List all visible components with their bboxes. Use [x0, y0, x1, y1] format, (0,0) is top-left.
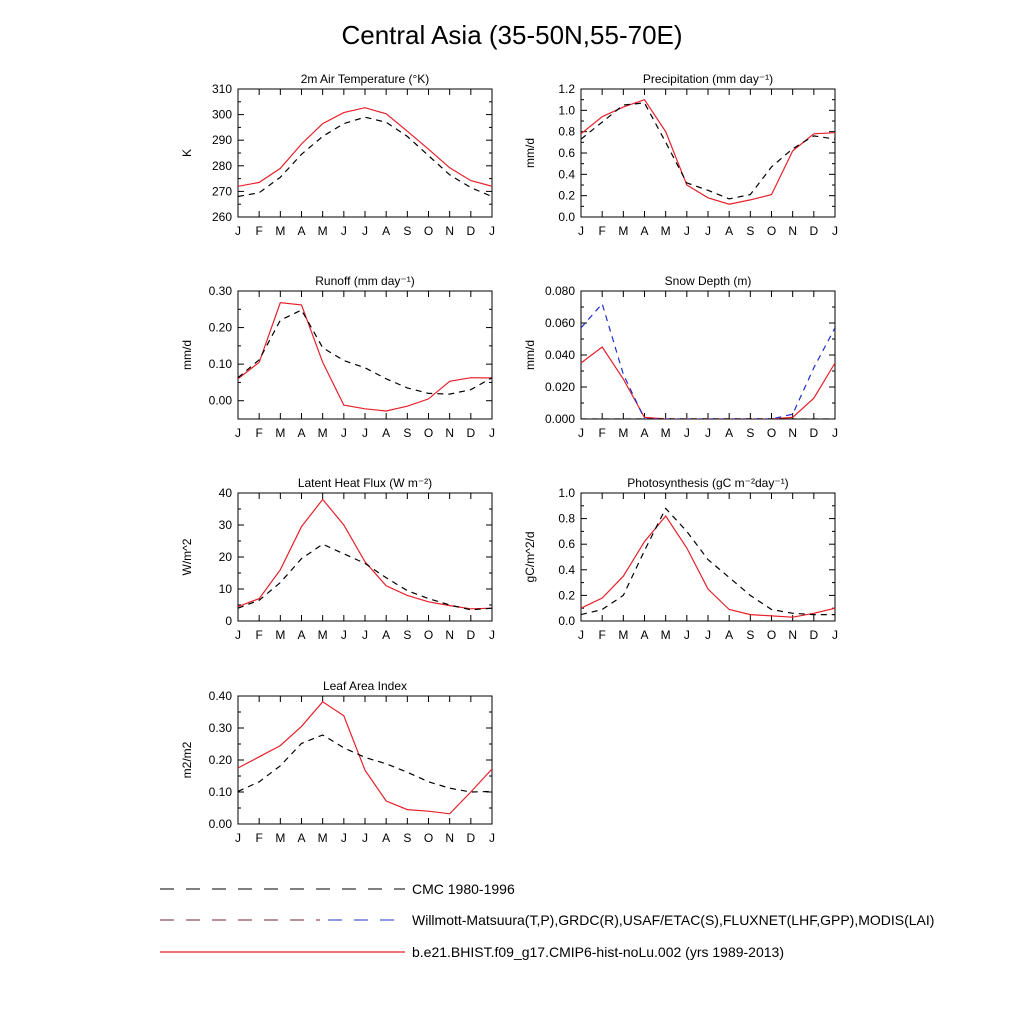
y-axis-label: gC/m^2/d: [523, 531, 537, 583]
x-tick-label: J: [340, 426, 347, 440]
y-tick-label: 0.020: [544, 380, 575, 394]
x-tick-label: A: [382, 426, 391, 440]
x-tick-label: J: [832, 426, 838, 440]
y-axis-label: mm/d: [523, 340, 537, 370]
y-tick-label: 0.0: [558, 210, 575, 224]
legend: [160, 881, 934, 960]
x-tick-label: J: [235, 426, 241, 440]
y-tick-label: 0.6: [558, 537, 575, 552]
panel-title: 2m Air Temperature (°K): [300, 72, 430, 86]
y-tick-label: 0: [225, 614, 232, 628]
y-tick-label: 0.060: [544, 316, 575, 330]
panel-2: [523, 72, 838, 238]
x-tick-label: J: [340, 224, 347, 238]
y-tick-label: 0.2: [558, 188, 575, 203]
y-tick-label: 0.000: [544, 412, 575, 426]
x-tick-label: O: [766, 426, 777, 440]
x-tick-label: J: [832, 224, 838, 238]
x-tick-label: S: [746, 426, 755, 440]
x-tick-label: O: [423, 224, 434, 238]
x-tick-label: F: [598, 224, 606, 238]
x-tick-label: J: [683, 224, 690, 238]
y-tick-label: 0.40: [208, 689, 232, 703]
x-tick-label: S: [403, 831, 412, 845]
x-tick-label: J: [683, 426, 690, 440]
x-tick-label: A: [382, 628, 391, 642]
legend-label: b.e21.BHIST.f09_g17.CMIP6-hist-noLu.002 (yrs 1989-2013): [412, 944, 784, 960]
x-tick-label: D: [466, 426, 476, 440]
x-tick-label: M: [618, 224, 629, 238]
y-tick-label: 0.10: [208, 785, 232, 799]
x-tick-label: J: [340, 831, 347, 845]
x-tick-label: A: [640, 426, 649, 440]
x-tick-label: A: [382, 224, 391, 238]
x-tick-label: N: [445, 224, 455, 238]
x-tick-label: A: [640, 224, 649, 238]
x-tick-label: F: [255, 426, 263, 440]
y-tick-label: 0.6: [558, 146, 575, 160]
x-tick-label: D: [809, 426, 819, 440]
panel-1: [180, 72, 495, 238]
figure-title: Central Asia (35-50N,55-70E): [341, 20, 683, 50]
y-tick-label: 0.00: [208, 393, 232, 408]
panel-title: Precipitation (mm day⁻¹): [642, 72, 774, 86]
y-tick-label: 0.8: [558, 511, 575, 526]
x-tick-label: J: [578, 628, 584, 642]
x-tick-label: D: [466, 224, 476, 238]
y-axis-label: mm/d: [180, 340, 194, 370]
series-line-model: [238, 499, 492, 608]
x-tick-label: F: [598, 628, 606, 642]
x-tick-label: M: [317, 628, 328, 642]
y-tick-label: 0.0: [558, 614, 575, 628]
series-line-model: [238, 702, 492, 814]
y-axis-label: K: [180, 148, 194, 158]
x-tick-label: S: [746, 224, 755, 238]
series-line-obs: [238, 544, 492, 610]
series-line-obs: [581, 508, 835, 614]
x-tick-label: J: [362, 426, 368, 440]
y-tick-label: 300: [211, 107, 232, 122]
x-tick-label: M: [618, 628, 629, 642]
series-line-model: [581, 347, 835, 419]
x-tick-label: O: [423, 831, 434, 845]
x-tick-label: M: [317, 426, 328, 440]
y-tick-label: 0.2: [558, 588, 575, 603]
y-tick-label: 0.20: [208, 320, 232, 335]
x-tick-label: A: [297, 224, 306, 238]
x-tick-label: A: [725, 426, 734, 440]
series-line-obs: [238, 310, 492, 394]
y-tick-label: 310: [211, 82, 232, 96]
series-line-model: [238, 108, 492, 187]
series-line-obs: [238, 117, 492, 196]
x-tick-label: J: [489, 224, 495, 238]
x-tick-label: M: [317, 831, 328, 845]
y-axis-label: mm/d: [523, 138, 537, 168]
plot-frame: [238, 493, 492, 621]
x-tick-label: F: [255, 224, 263, 238]
y-tick-label: 290: [211, 133, 232, 148]
x-tick-label: J: [340, 628, 347, 642]
x-tick-label: J: [683, 628, 690, 642]
x-tick-label: J: [489, 426, 495, 440]
panel-5: [180, 476, 495, 642]
panel-title: Runoff (mm day⁻¹): [315, 274, 415, 288]
panel-title: Snow Depth (m): [664, 274, 752, 288]
x-tick-label: F: [255, 831, 263, 845]
panel-title: Photosynthesis (gC m⁻²day⁻¹): [627, 476, 789, 490]
x-tick-label: S: [403, 628, 412, 642]
legend-label: CMC 1980-1996: [412, 881, 515, 897]
y-tick-label: 260: [211, 210, 232, 224]
x-tick-label: N: [445, 831, 455, 845]
series-line-obs_alt: [581, 304, 835, 419]
y-tick-label: 0.080: [544, 284, 575, 298]
x-tick-label: D: [466, 628, 476, 642]
legend-label: Willmott-Matsuura(T,P),GRDC(R),USAF/ETAC(S),FLUXNET(LHF,GPP),MODIS(LAI): [412, 912, 935, 928]
x-tick-label: O: [766, 628, 777, 642]
legend-item: [160, 881, 515, 897]
panel-3: [180, 274, 495, 440]
y-tick-label: 0.30: [208, 721, 232, 735]
y-tick-label: 280: [211, 158, 232, 173]
x-tick-label: M: [618, 426, 629, 440]
x-tick-label: M: [660, 628, 671, 642]
plot-frame: [238, 696, 492, 824]
series-line-obs: [238, 735, 492, 792]
x-tick-label: M: [275, 831, 286, 845]
x-tick-label: O: [423, 628, 434, 642]
series-line-obs: [581, 103, 835, 199]
y-tick-label: 20: [218, 550, 232, 564]
x-tick-label: M: [660, 224, 671, 238]
panel-7: [180, 679, 495, 845]
x-tick-label: M: [275, 628, 286, 642]
plot-frame: [238, 291, 492, 419]
y-tick-label: 0.4: [558, 167, 575, 182]
y-tick-label: 1.0: [558, 103, 575, 118]
x-tick-label: D: [809, 628, 819, 642]
y-tick-label: 0.040: [544, 348, 575, 362]
x-tick-label: A: [640, 628, 649, 642]
x-tick-label: J: [235, 831, 241, 845]
x-tick-label: N: [788, 426, 798, 440]
x-tick-label: N: [788, 628, 798, 642]
x-tick-label: M: [660, 426, 671, 440]
x-tick-label: J: [362, 831, 368, 845]
x-tick-label: J: [578, 224, 584, 238]
plot-frame: [581, 493, 835, 621]
x-tick-label: M: [275, 224, 286, 238]
x-tick-label: M: [275, 426, 286, 440]
x-tick-label: S: [403, 224, 412, 238]
x-tick-label: N: [445, 628, 455, 642]
panels-group: [180, 72, 838, 845]
x-tick-label: S: [403, 426, 412, 440]
x-tick-label: J: [235, 628, 241, 642]
x-tick-label: J: [362, 224, 368, 238]
x-tick-label: A: [297, 831, 306, 845]
x-tick-label: S: [746, 628, 755, 642]
x-tick-label: J: [578, 426, 584, 440]
plot-frame: [581, 291, 835, 419]
y-tick-label: 0.10: [208, 357, 232, 372]
x-tick-label: A: [297, 426, 306, 440]
y-tick-label: 0.30: [208, 284, 232, 298]
panel-title: Leaf Area Index: [322, 679, 408, 693]
y-tick-label: 0.20: [208, 753, 232, 767]
x-tick-label: F: [255, 628, 263, 642]
x-tick-label: J: [362, 628, 368, 642]
y-tick-label: 270: [211, 184, 232, 199]
y-tick-label: 10: [218, 582, 232, 596]
panel-4: [523, 274, 838, 440]
series-line-model: [581, 516, 835, 617]
y-tick-label: 1.0: [558, 486, 575, 500]
x-tick-label: D: [809, 224, 819, 238]
x-tick-label: A: [382, 831, 391, 845]
x-tick-label: M: [317, 224, 328, 238]
x-tick-label: A: [725, 628, 734, 642]
x-tick-label: J: [489, 628, 495, 642]
y-tick-label: 1.2: [558, 82, 575, 96]
x-tick-label: F: [598, 426, 606, 440]
y-tick-label: 40: [218, 486, 232, 500]
y-tick-label: 0.4: [558, 562, 575, 577]
x-tick-label: N: [788, 224, 798, 238]
y-tick-label: 0.8: [558, 124, 575, 139]
y-axis-label: m2/m2: [180, 741, 194, 779]
series-line-model: [581, 100, 835, 205]
y-tick-label: 0.00: [208, 817, 232, 831]
y-tick-label: 30: [218, 518, 232, 532]
x-tick-label: J: [832, 628, 838, 642]
x-tick-label: J: [705, 426, 711, 440]
panel-6: [523, 476, 838, 642]
x-tick-label: O: [423, 426, 434, 440]
x-tick-label: J: [705, 628, 711, 642]
x-tick-label: O: [766, 224, 777, 238]
x-tick-label: A: [297, 628, 306, 642]
x-tick-label: J: [235, 224, 241, 238]
y-axis-label: W/m^2: [180, 538, 194, 576]
x-tick-label: J: [489, 831, 495, 845]
series-line-model: [238, 303, 492, 411]
x-tick-label: A: [725, 224, 734, 238]
x-tick-label: D: [466, 831, 476, 845]
x-tick-label: N: [445, 426, 455, 440]
legend-item: [160, 944, 784, 960]
x-tick-label: J: [705, 224, 711, 238]
panel-title: Latent Heat Flux (W m⁻²): [297, 476, 433, 490]
legend-item: [160, 912, 934, 928]
